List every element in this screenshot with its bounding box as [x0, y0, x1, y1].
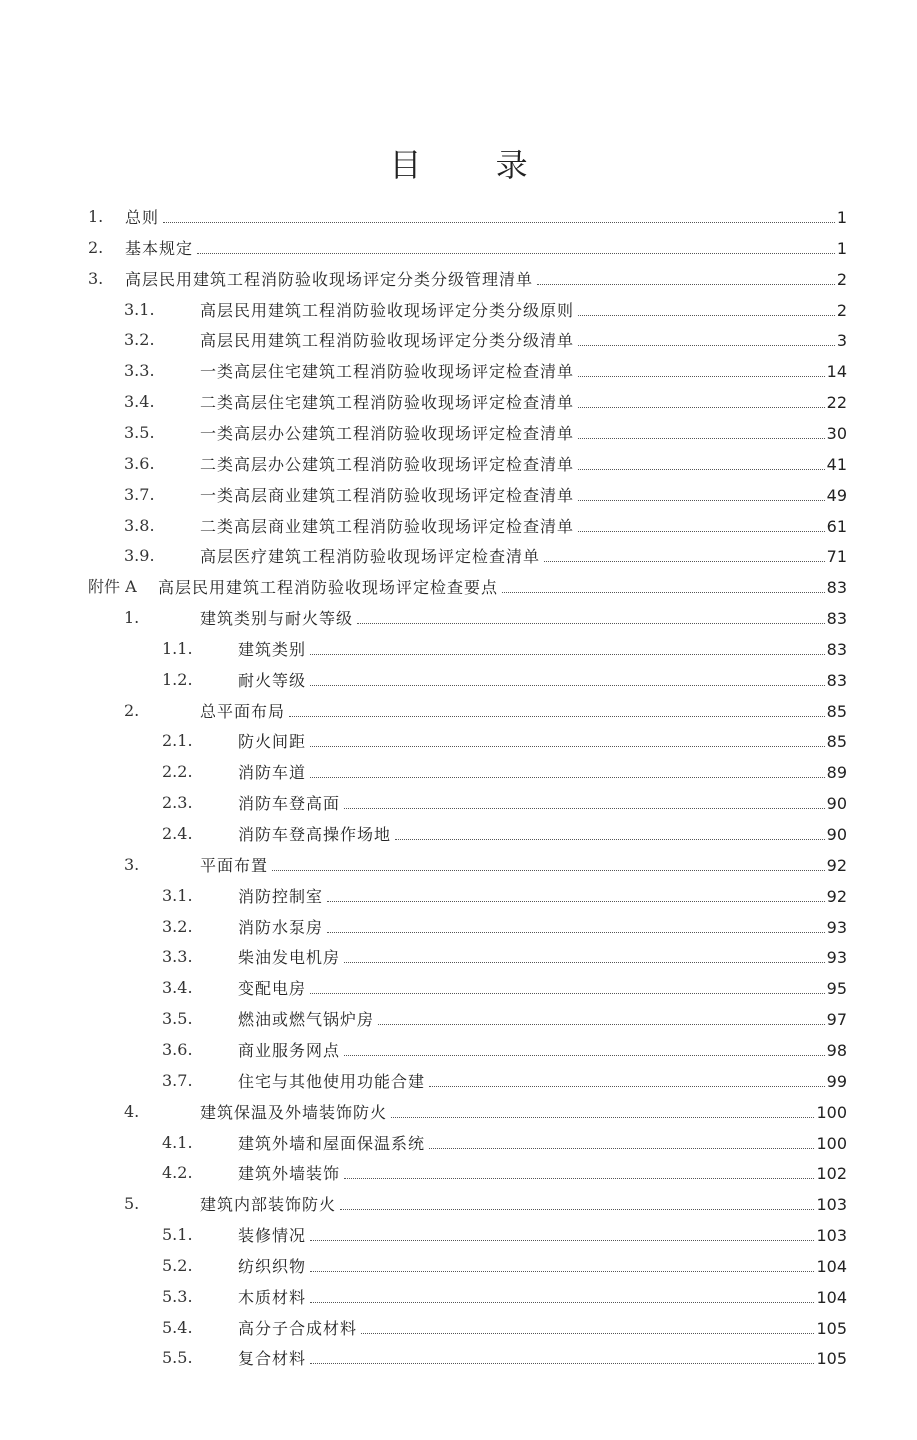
toc-entry-number: 5.	[124, 1194, 140, 1214]
toc-entry-title: 消防控制室	[238, 886, 324, 906]
toc-entry-title: 高分子合成材料	[238, 1318, 358, 1338]
toc-entry-page: 98	[826, 1040, 847, 1060]
toc-entry-number: 2.	[88, 237, 104, 257]
toc-entry-title: 建筑内部装饰防火	[200, 1195, 337, 1215]
toc-entry-title: 耐火等级	[238, 670, 307, 690]
toc-entry-title: 高层医疗建筑工程消防验收现场评定检查清单	[200, 547, 541, 567]
toc-entry-title: 建筑外墙装饰	[238, 1164, 341, 1184]
toc-entry[interactable]	[0, 236, 917, 267]
toc-entry[interactable]	[0, 606, 917, 637]
toc-entry[interactable]	[0, 637, 917, 668]
toc-entry-number: 3.5.	[162, 1009, 193, 1029]
toc-entry-title: 装修情况	[238, 1226, 307, 1246]
toc-entry-page: 104	[816, 1256, 847, 1276]
toc-entry-page: 90	[826, 794, 847, 814]
toc-entry[interactable]	[0, 945, 917, 976]
toc-entry-page: 2	[836, 269, 847, 289]
toc-entry[interactable]	[0, 452, 917, 483]
toc-entry[interactable]	[0, 421, 917, 452]
toc-entry-number: 3.3.	[162, 947, 193, 967]
toc-entry[interactable]	[0, 1069, 917, 1100]
toc-entry-title: 平面布置	[200, 855, 269, 875]
toc-entry-number: 2.	[124, 700, 140, 720]
toc-entry-page: 71	[826, 547, 847, 567]
toc-entry-page: 85	[826, 732, 847, 752]
toc-entry-title: 建筑类别与耐火等级	[200, 609, 354, 629]
dot-leader	[163, 205, 835, 223]
toc-entry-title: 消防水泵房	[238, 917, 324, 937]
dot-leader	[344, 791, 825, 809]
toc-entry-page: 90	[826, 825, 847, 844]
toc-entry-page: 103	[816, 1195, 847, 1215]
toc-entry-number: 3.1.	[124, 299, 155, 319]
toc-entry[interactable]	[0, 390, 917, 421]
toc-entry-number: 5.5.	[162, 1348, 193, 1368]
toc-entry-number: 1.	[124, 608, 140, 628]
dot-leader	[344, 1038, 825, 1056]
toc-entry[interactable]	[0, 1131, 917, 1162]
toc-entry-title: 变配电房	[238, 979, 307, 999]
toc-entry[interactable]	[0, 1038, 917, 1069]
toc-entry-page: 49	[826, 485, 847, 505]
toc-entry-number: 3.4.	[162, 978, 193, 998]
dot-leader	[327, 884, 825, 902]
toc-entry-number: 3.8.	[124, 515, 155, 535]
toc-entry-title: 复合材料	[238, 1349, 307, 1369]
toc-entry-number: 3.6.	[162, 1039, 193, 1059]
dot-leader	[272, 853, 825, 871]
toc-entry-title: 防火间距	[238, 732, 307, 752]
toc-entry-title: 一类高层办公建筑工程消防验收现场评定检查清单	[200, 423, 575, 443]
toc-entry-title: 高层民用建筑工程消防验收现场评定分类分级原则	[200, 300, 575, 320]
dot-leader	[310, 976, 825, 994]
toc-entry-number: 5.1.	[162, 1225, 193, 1245]
toc-entry[interactable]	[0, 1192, 917, 1223]
dot-leader	[310, 1346, 814, 1364]
toc-entry-title: 高层民用建筑工程消防验收现场评定检查要点	[158, 578, 499, 598]
toc-entry-title: 总平面布局	[200, 701, 286, 721]
toc-entry[interactable]	[0, 976, 917, 1007]
toc-entry-number: 2.1.	[162, 731, 193, 751]
toc-entry-title: 消防车道	[238, 763, 307, 783]
toc-entry-page: 41	[826, 454, 847, 474]
toc-entry-page: 2	[836, 300, 847, 320]
toc-entry-page: 104	[816, 1287, 847, 1307]
toc-entry-page: 1	[836, 238, 847, 258]
toc-entry[interactable]	[0, 1161, 917, 1192]
dot-leader	[289, 699, 825, 717]
toc-entry-title: 基本规定	[125, 238, 194, 258]
toc-entry-title: 木质材料	[238, 1287, 307, 1307]
toc-entry[interactable]	[0, 1316, 917, 1347]
dot-leader	[357, 606, 825, 624]
toc-entry-number: 附件 A	[88, 577, 137, 597]
toc-entry[interactable]	[0, 699, 917, 730]
dot-leader	[429, 1131, 814, 1149]
toc-entry-number: 4.1.	[162, 1132, 193, 1152]
toc-entry-page: 105	[816, 1318, 847, 1338]
toc-entry-number: 3.7.	[162, 1070, 193, 1090]
toc-entry[interactable]	[0, 544, 917, 575]
toc-entry[interactable]	[0, 668, 917, 699]
dot-leader	[429, 1069, 825, 1087]
toc-entry-title: 一类高层商业建筑工程消防验收现场评定检查清单	[200, 485, 575, 505]
toc-entry-number: 3.2.	[124, 330, 155, 350]
toc-entry-number: 3.9.	[124, 546, 155, 566]
toc-entry-page: 3	[836, 331, 847, 351]
dot-leader	[578, 359, 825, 377]
toc-entry-page: 105	[816, 1349, 847, 1369]
toc-entry-title: 一类高层住宅建筑工程消防验收现场评定检查清单	[200, 362, 575, 382]
toc-entry-number: 3.4.	[124, 392, 155, 412]
dot-leader	[378, 1007, 825, 1025]
dot-leader	[537, 267, 835, 285]
toc-entry-number: 1.2.	[162, 669, 193, 689]
toc-entry-page: 14	[826, 362, 847, 382]
toc-entry[interactable]	[0, 791, 917, 822]
toc-entry-title: 燃油或燃气锅炉房	[238, 1010, 375, 1030]
toc-entry-title: 建筑保温及外墙装饰防火	[200, 1102, 388, 1122]
dot-leader	[544, 544, 825, 562]
toc-entry-number: 5.2.	[162, 1255, 193, 1275]
toc-entry[interactable]	[0, 575, 917, 606]
toc-entry-number: 2.3.	[162, 793, 193, 813]
toc-entry-title: 住宅与其他使用功能合建	[238, 1071, 426, 1091]
toc-entry-number: 2.2.	[162, 762, 193, 782]
dot-leader	[310, 1223, 814, 1241]
toc-entry-title: 二类高层住宅建筑工程消防验收现场评定检查清单	[200, 393, 575, 413]
dot-leader	[578, 298, 835, 316]
toc-entry[interactable]	[0, 884, 917, 915]
toc-entry[interactable]	[0, 822, 917, 853]
toc-entry-title: 高层民用建筑工程消防验收现场评定分类分级管理清单	[125, 269, 534, 289]
toc-entry-title: 建筑类别	[238, 639, 307, 659]
toc-entry-title: 二类高层商业建筑工程消防验收现场评定检查清单	[200, 516, 575, 536]
toc-entry[interactable]	[0, 760, 917, 791]
toc-entry-number: 4.2.	[162, 1163, 193, 1183]
toc-entry[interactable]	[0, 267, 917, 298]
toc-entry-number: 3.5.	[124, 422, 155, 442]
toc-entry-page: 22	[826, 393, 847, 413]
dot-leader	[310, 668, 825, 686]
toc-entry-title: 总则	[125, 208, 160, 227]
toc-entry-page: 99	[826, 1071, 847, 1091]
dot-leader	[502, 575, 825, 593]
toc-entry-page: 93	[826, 948, 847, 968]
toc-entry-number: 3.2.	[162, 916, 193, 936]
dot-leader	[578, 421, 825, 439]
toc-entry-page: 92	[826, 886, 847, 906]
toc-entry[interactable]	[0, 483, 917, 514]
toc-entry[interactable]	[0, 1007, 917, 1038]
toc-entry-page: 83	[826, 639, 847, 659]
toc-entry-page: 30	[826, 423, 847, 443]
toc-entry-page: 103	[816, 1226, 847, 1246]
toc-entry[interactable]	[0, 205, 917, 236]
toc-entry-number: 4.	[124, 1101, 140, 1121]
toc-entry-title: 柴油发电机房	[238, 948, 341, 968]
toc-entry-title: 高层民用建筑工程消防验收现场评定分类分级清单	[200, 331, 575, 351]
toc-entry-title: 商业服务网点	[238, 1040, 341, 1060]
dot-leader	[578, 452, 825, 470]
toc-entry[interactable]	[0, 729, 917, 760]
toc-entry-page: 102	[816, 1164, 847, 1184]
toc-entry[interactable]	[0, 915, 917, 946]
dot-leader	[578, 390, 825, 408]
toc-entry-page: 85	[826, 701, 847, 721]
dot-leader	[310, 1254, 814, 1272]
toc-entry-number: 5.4.	[162, 1317, 193, 1337]
toc-entry-title: 建筑外墙和屋面保温系统	[238, 1133, 426, 1153]
toc-entry-page: 93	[826, 917, 847, 937]
toc-entry-page: 89	[826, 763, 847, 783]
toc-entry[interactable]	[0, 1285, 917, 1316]
toc-entry-title: 纺织织物	[238, 1256, 307, 1276]
toc-entry[interactable]	[0, 1223, 917, 1254]
toc-entry-page: 61	[826, 516, 847, 536]
toc-entry-page: 1	[836, 208, 847, 227]
dot-leader	[578, 514, 825, 532]
toc-entry-page: 83	[826, 578, 847, 598]
dot-leader	[310, 729, 825, 747]
toc-entry[interactable]	[0, 1346, 917, 1377]
toc-entry[interactable]	[0, 1100, 917, 1131]
dot-leader	[361, 1316, 814, 1334]
toc-entry[interactable]	[0, 359, 917, 390]
toc-entry-title: 消防车登高操作场地	[238, 825, 392, 844]
toc-entry-number: 1.	[88, 207, 104, 226]
toc-entry-number: 3.6.	[124, 453, 155, 473]
dot-leader	[310, 760, 825, 778]
toc-entry-number: 3.	[124, 854, 140, 874]
toc-entry[interactable]	[0, 1254, 917, 1285]
toc-entry-number: 2.4.	[162, 824, 193, 843]
dot-leader	[344, 945, 825, 963]
toc-entry-page: 83	[826, 609, 847, 629]
toc-entry-page: 92	[826, 855, 847, 875]
dot-leader	[310, 637, 825, 655]
dot-leader	[327, 915, 825, 933]
toc-entry-page: 100	[816, 1133, 847, 1153]
toc-entry[interactable]	[0, 514, 917, 545]
toc-entry-number: 3.1.	[162, 885, 193, 905]
toc-entry-page: 95	[826, 979, 847, 999]
dot-leader	[395, 822, 825, 840]
toc-entry-number: 5.3.	[162, 1286, 193, 1306]
dot-leader	[578, 328, 835, 346]
toc-entry-number: 3.7.	[124, 484, 155, 504]
toc-entry-title: 二类高层办公建筑工程消防验收现场评定检查清单	[200, 454, 575, 474]
dot-leader	[578, 483, 825, 501]
dot-leader	[391, 1100, 814, 1118]
toc-entry-title: 消防车登高面	[238, 794, 341, 814]
toc-entry-number: 3.3.	[124, 361, 155, 381]
dot-leader	[344, 1161, 814, 1179]
toc-entry-page: 83	[826, 670, 847, 690]
toc-entry[interactable]	[0, 298, 917, 329]
toc-entry[interactable]	[0, 853, 917, 884]
dot-leader	[340, 1192, 814, 1210]
toc-entry[interactable]	[0, 328, 917, 359]
dot-leader	[197, 236, 835, 254]
toc-entry-page: 100	[816, 1102, 847, 1122]
toc-entry-page: 97	[826, 1010, 847, 1030]
toc-entry-number: 3.	[88, 268, 104, 288]
toc-entry-number: 1.1.	[162, 638, 193, 658]
page-title: 目 录	[389, 146, 560, 184]
dot-leader	[310, 1285, 814, 1303]
